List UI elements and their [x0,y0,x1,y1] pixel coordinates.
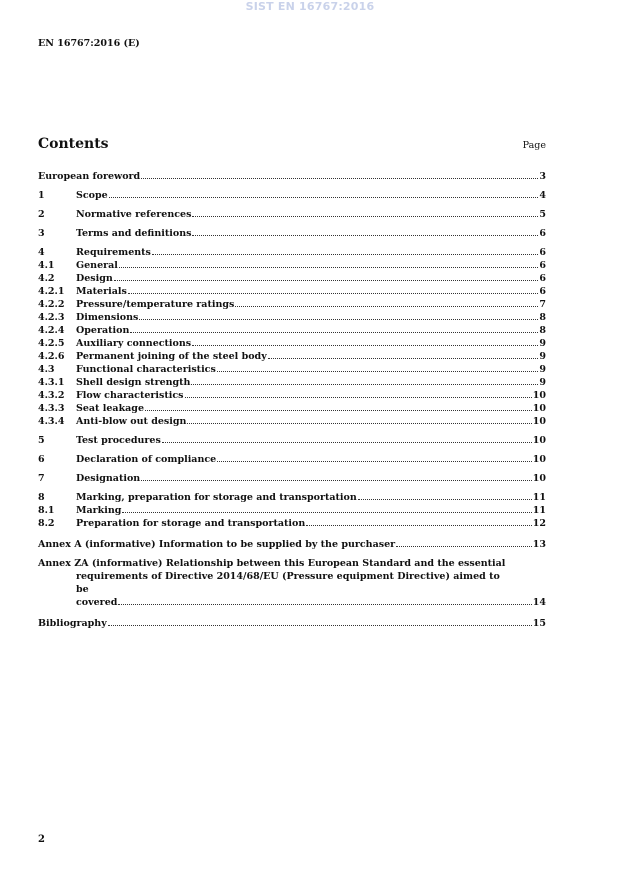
toc-entry[interactable] [38,227,546,240]
leader-dots [162,442,532,443]
leader-dots [235,306,538,307]
toc-entry-page: 6 [539,247,546,258]
toc-entry-page: 10 [532,416,546,427]
toc-entry-title: Declaration of compliance [76,454,217,465]
toc-entry-page: 9 [539,338,546,349]
leader-dots [130,332,538,333]
leader-dots [122,512,531,513]
toc-entry-page: 15 [532,618,546,629]
toc-entry-title-line-3: covered [76,597,118,608]
toc-entry[interactable] [38,434,546,447]
toc-entry[interactable] [38,363,546,376]
toc-entry-title: Annex A (informative) Information to be supplied by the purchaser [38,539,396,550]
toc-entry-title: Normative references [76,209,192,220]
leader-dots [141,178,538,179]
toc-entry[interactable] [38,389,546,402]
toc-entry-page: 14 [532,597,546,608]
toc-entry-page: 8 [539,325,546,336]
toc-entry-page: 12 [532,518,546,529]
toc-entry[interactable] [38,402,546,415]
toc-entry-page: 13 [532,539,546,550]
leader-dots [139,319,538,320]
page-column-label: Page [522,140,546,151]
toc-entry-title: European foreword [38,171,141,182]
leader-dots [118,604,531,605]
toc-entry[interactable] [38,491,546,504]
toc-entry-page: 11 [532,492,546,503]
toc-entry-title: Materials [76,286,127,297]
toc-entry-title: Terms and definitions [76,228,192,239]
toc-entry-page: 3 [539,171,546,182]
toc-entry-page: 10 [532,473,546,484]
toc-entry-page: 6 [539,273,546,284]
toc-entry[interactable] [38,298,546,311]
toc-entry-title: Scope [76,190,108,201]
leader-dots [141,480,532,481]
leader-dots [191,384,538,385]
leader-dots [217,371,539,372]
toc-entry-title: Flow characteristics [76,390,184,401]
toc-entry-page: 9 [539,377,546,388]
toc-entry[interactable] [38,285,546,298]
leader-dots [185,397,532,398]
leader-dots [114,280,539,281]
toc-entry-title: Dimensions [76,312,139,323]
toc-entry-title: Shell design strength [76,377,191,388]
toc-entry-number: 8.1 [38,505,55,516]
toc-entry-title: Designation [76,473,141,484]
toc-entry-number: 3 [38,228,45,239]
leader-dots [358,499,532,500]
leader-dots [396,546,532,547]
document-identifier: EN 16767:2016 (E) [38,38,140,49]
toc-entry-page: 10 [532,435,546,446]
toc-entry-number: 4.2.5 [38,338,65,349]
leader-dots [145,410,532,411]
leader-dots [268,358,539,359]
toc-entry[interactable] [38,453,546,466]
toc-entry-title: Marking [76,505,122,516]
leader-dots [187,423,531,424]
table-of-contents [38,170,546,630]
leader-dots [109,197,539,198]
toc-entry-number: 5 [38,435,45,446]
leader-dots [128,293,539,294]
leader-dots [306,525,532,526]
toc-entry-title: Auxiliary connections [76,338,192,349]
toc-entry-number: 7 [38,473,45,484]
toc-entry-title: Requirements [76,247,151,258]
toc-entry[interactable] [38,376,546,389]
toc-entry-number: 4.3.4 [38,416,65,427]
toc-entry-title: Test procedures [76,435,161,446]
toc-entry-page: 4 [539,190,546,201]
page-title: Contents [38,136,109,152]
toc-entry-title: Preparation for storage and transportation [76,518,306,529]
toc-entry[interactable] [38,337,546,350]
toc-entry[interactable] [38,259,546,272]
toc-entry-page: 8 [539,312,546,323]
toc-entry-page: 10 [532,454,546,465]
toc-entry-page: 7 [539,299,546,310]
toc-entry-page: 5 [539,209,546,220]
toc-entry-number: 4.3 [38,364,55,375]
toc-entry-page: 10 [532,390,546,401]
toc-entry-title: Functional characteristics [76,364,216,375]
leader-dots [119,267,538,268]
toc-entry-page: 11 [532,505,546,516]
toc-entry[interactable] [38,517,546,530]
toc-entry-number: 4.2 [38,273,55,284]
page-number: 2 [38,834,45,845]
toc-entry-number: 4.2.1 [38,286,65,297]
toc-entry-number: 4.3.2 [38,390,65,401]
toc-entry-annex-za[interactable] [38,557,546,609]
toc-entry-page: 10 [532,403,546,414]
toc-entry[interactable] [38,415,546,428]
toc-entry-title: Seat leakage [76,403,144,414]
toc-entry-title: Anti-blow out design [76,416,187,427]
toc-entry[interactable] [38,504,546,517]
toc-entry-number: 8.2 [38,518,55,529]
leader-dots [217,461,532,462]
toc-entry[interactable] [38,208,546,221]
toc-entry[interactable] [38,189,546,202]
toc-entry-bibliography[interactable] [38,617,546,630]
toc-entry-page: 6 [539,286,546,297]
toc-entry-number: 2 [38,209,45,220]
leader-dots [192,235,538,236]
toc-entry-title-line-2: requirements of Directive 2014/68/EU (Pressure equipment Directive) aimed to be [76,571,500,595]
toc-entry[interactable] [38,324,546,337]
toc-entry-number: 1 [38,190,45,201]
toc-entry-page: 6 [539,228,546,239]
toc-entry-number: 4.3.1 [38,377,65,388]
toc-entry-title: Pressure/temperature ratings [76,299,235,310]
toc-entry[interactable] [38,272,546,285]
toc-entry-number: 4 [38,247,45,258]
toc-entry[interactable] [38,246,546,259]
toc-entry-title: Operation [76,325,130,336]
toc-entry-number: 4.3.3 [38,403,65,414]
toc-entry[interactable] [38,311,546,324]
toc-entry-page: 9 [539,351,546,362]
toc-entry-annex-a[interactable] [38,538,546,551]
toc-entry-title-line-1: Annex ZA (informative) Relationship between this European Standard and the essential [38,558,506,569]
toc-entry-page: 6 [539,260,546,271]
toc-entry-number: 6 [38,454,45,465]
watermark: SIST EN 16767:2016 [245,0,375,13]
toc-entry[interactable] [38,170,546,183]
leader-dots [192,345,538,346]
toc-entry-number: 4.1 [38,260,55,271]
toc-entries [38,170,546,530]
toc-entry[interactable] [38,350,546,363]
toc-entry-number: 4.2.6 [38,351,65,362]
toc-entry[interactable] [38,472,546,485]
toc-entry-number: 4.2.4 [38,325,65,336]
leader-dots [108,625,532,626]
toc-entry-title: Bibliography [38,618,107,629]
toc-entry-number: 4.2.3 [38,312,65,323]
leader-dots [152,254,538,255]
toc-entry-title: General [76,260,118,271]
toc-entry-title: Design [76,273,113,284]
toc-entry-number: 8 [38,492,45,503]
leader-dots [192,216,538,217]
toc-entry-title: Marking, preparation for storage and transportation [76,492,357,503]
toc-entry-number: 4.2.2 [38,299,65,310]
toc-entry-title: Permanent joining of the steel body [76,351,267,362]
toc-entry-page: 9 [539,364,546,375]
